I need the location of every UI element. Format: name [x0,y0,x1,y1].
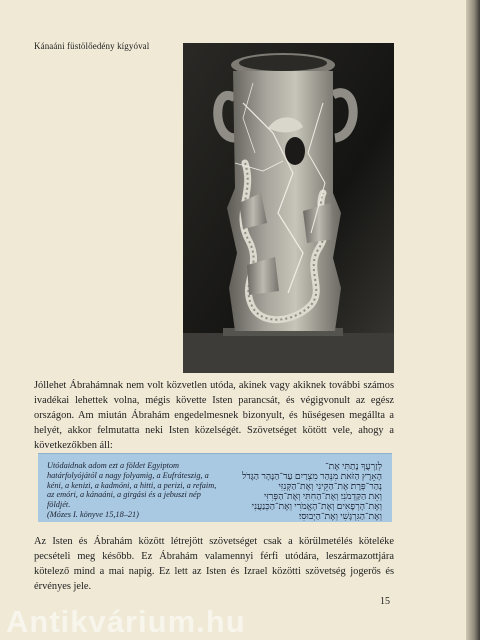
vessel-illustration [183,43,394,373]
photo-caption: Kánaáni füstölőedény kígyóval [34,41,150,51]
page-number: 15 [380,596,390,607]
hebrew-line: וְאֵת הַקַּדְמֹנִי׃ וְאֶת־הַחִתִּי וְאֶת־הַפְּרִזִּי [263,491,382,501]
hebrew-line: וְאֶת־הָרְפָאִים׃ וְאֶת־הָאֱמֹרִי וְאֶת־הַכְּנַעֲנִי [251,501,382,511]
quote-hungarian [47,461,222,520]
quote-hebrew [222,461,382,521]
book-spine [466,0,480,640]
watermark: Antikvárium.hu [6,604,246,639]
incense-vessel-photo [183,43,394,373]
hebrew-line: וְאֶת־הַגִּרְגָּשִׁי וְאֶת־הַיְבוּסִי׃ [298,511,382,521]
quote-hungarian-text: Utódaidnak adom ezt a földet Egyiptom határfolyójától a nagy folyamig, a Eufráteszig, a kéni, a kenizi, a kadmóni, a hitti, a perizi, a refaim, az emóri, a kánaáni, a girgási és a jebuszi nép földjét. [47,461,217,510]
body-paragraph-1: Jóllehet Ábrahámnak nem volt közvetlen utóda, akinek vagy akiknek további számos ivadékai lehettek volna, mégis követte Isten parancsát, és végigvonult az egész országon. Am miután Ábrahám engedelmesnek bizonyult, és hűségesen megállta a helyét, akkor felmutatta neki Isten közelségét. Szövetséget kötött vele, ahogy a következőkben áll: [34,380,394,451]
hebrew-line: הָאָרֶץ הַזֹּאת מִנְּהַר מִצְרַיִם עַד־הַנָּהָר הַגָּדֹל [242,471,382,481]
hebrew-line: לְזַרְעֲךָ נָתַתִּי אֶת־ [325,461,382,471]
scripture-quote-box [38,453,392,522]
hebrew-line: נְהַר־פְּרָת׃ אֶת־הַקֵּינִי וְאֶת־הַקְּנִזִּי [278,481,382,491]
quote-reference: (Mózes I. könyve 15,18–21) [47,509,139,519]
body-paragraph-2: Az Isten és Ábrahám között létrejött szövetséget csak a körülmetélés kötelékе pecsételi meg később. Ez Ábrahám valamennyi férfi utódára, leszármazottjára kötelező mind a mai napig. Ez lett az Isten és Izrael közötti szövetség jogerős és érvényes jele. [34,536,394,592]
